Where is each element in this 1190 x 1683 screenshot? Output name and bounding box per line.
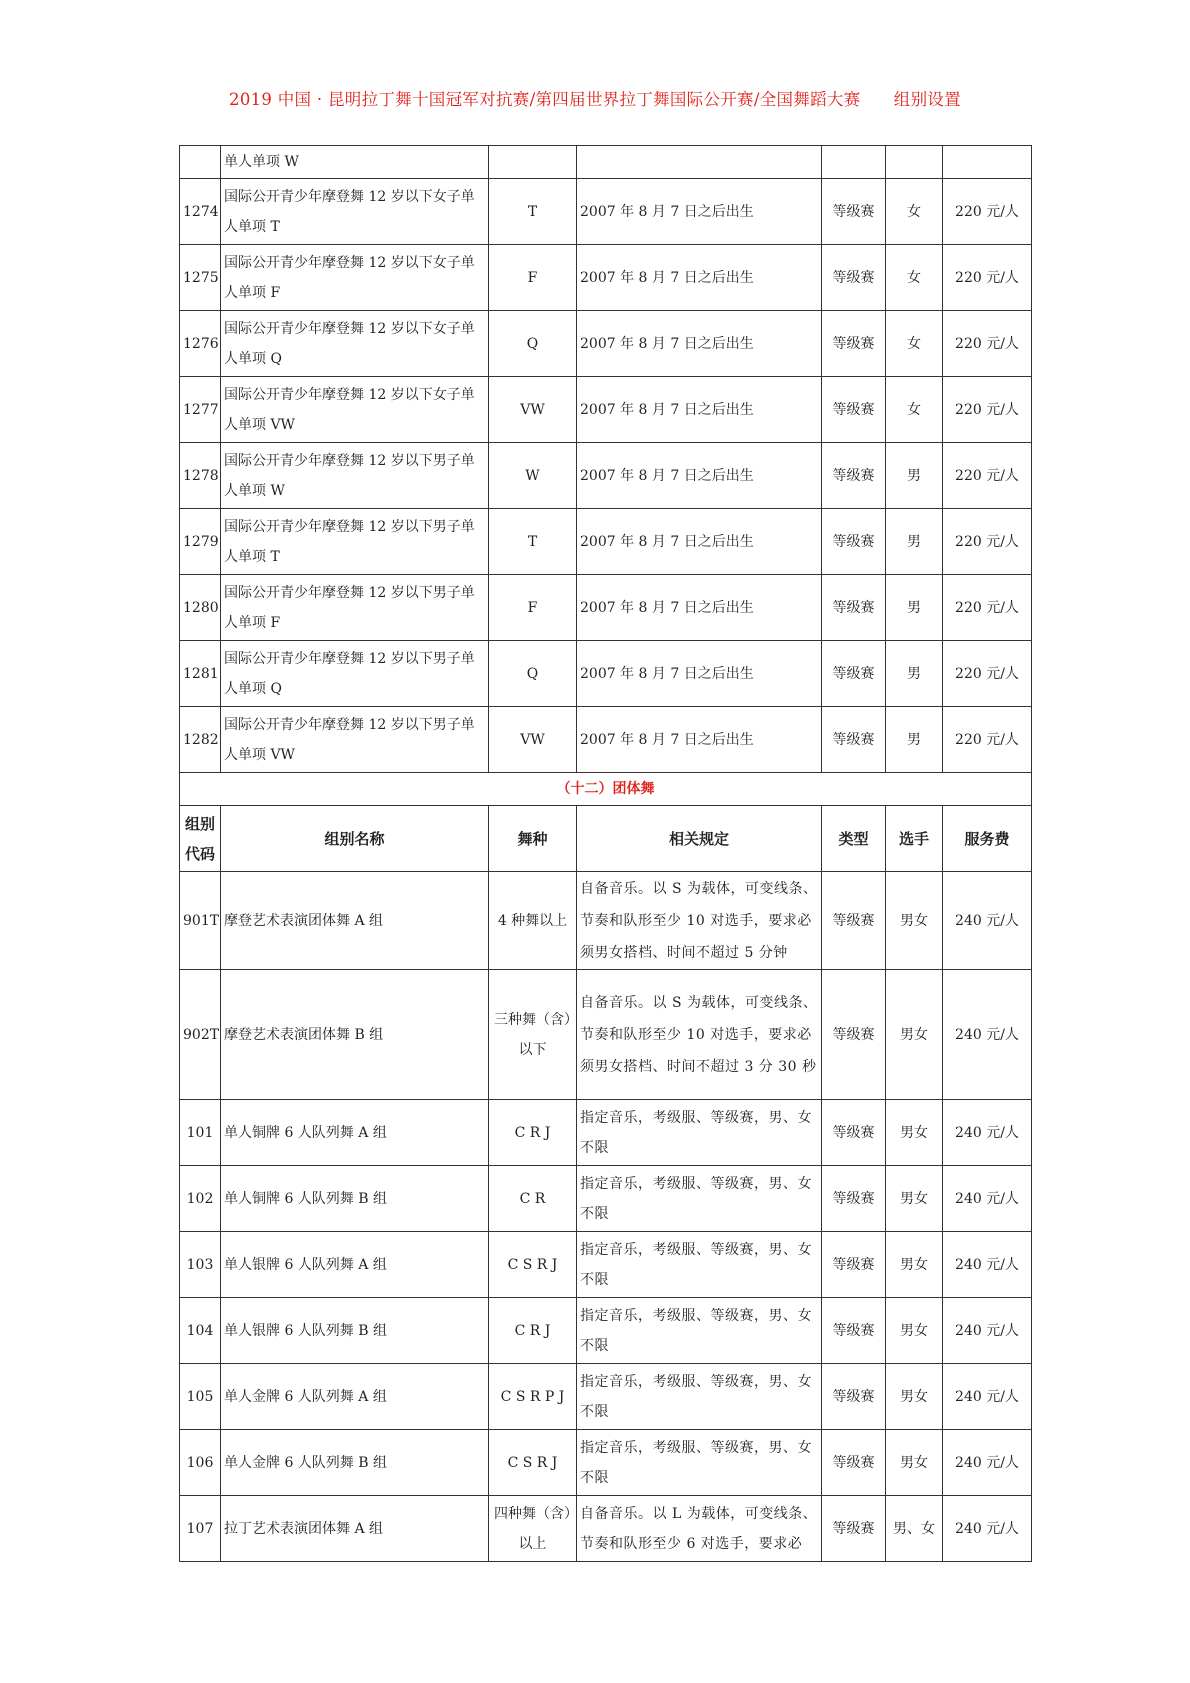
competition-type: 等级赛 [822, 970, 886, 1100]
rule-text: 自备音乐。以 L 为载体，可变线条、节奏和队形至少 6 对选手，要求必 [577, 1496, 822, 1562]
group-code: 901T [180, 872, 221, 970]
player-gender: 男女 [886, 970, 943, 1100]
dance-type: 三种舞（含）以下 [489, 970, 577, 1100]
group-name: 单人银牌 6 人队列舞 B 组 [221, 1298, 489, 1364]
dance-type: VW [489, 377, 577, 443]
rule-text: 指定音乐，考级服、等级赛，男、女不限 [577, 1100, 822, 1166]
rule-text: 2007 年 8 月 7 日之后出生 [577, 179, 822, 245]
competition-type: 等级赛 [822, 377, 886, 443]
group-settings-table [179, 145, 1032, 1562]
competition-type: 等级赛 [822, 245, 886, 311]
group-name: 国际公开青少年摩登舞 12 岁以下男子单人单项 W [221, 443, 489, 509]
header-name: 组别名称 [221, 806, 489, 872]
group-name: 单人铜牌 6 人队列舞 B 组 [221, 1166, 489, 1232]
group-name: 单人金牌 6 人队列舞 B 组 [221, 1430, 489, 1496]
competition-type: 等级赛 [822, 1298, 886, 1364]
group-name: 国际公开青少年摩登舞 12 岁以下男子单人单项 VW [221, 707, 489, 773]
header-dance: 舞种 [489, 806, 577, 872]
player-gender: 男女 [886, 1298, 943, 1364]
service-fee: 220 元/人 [943, 179, 1032, 245]
table-row [180, 575, 1032, 641]
dance-type: VW [489, 707, 577, 773]
rule-text: 指定音乐，考级服、等级赛，男、女不限 [577, 1364, 822, 1430]
group-code: 1278 [180, 443, 221, 509]
rule-text: 2007 年 8 月 7 日之后出生 [577, 377, 822, 443]
table-row [180, 970, 1032, 1100]
player-gender: 女 [886, 377, 943, 443]
group-code: 107 [180, 1496, 221, 1562]
group-code: 105 [180, 1364, 221, 1430]
service-fee: 240 元/人 [943, 1100, 1032, 1166]
service-fee: 240 元/人 [943, 1232, 1032, 1298]
table-row [180, 1232, 1032, 1298]
group-name: 拉丁艺术表演团体舞 A 组 [221, 1496, 489, 1562]
group-code: 1275 [180, 245, 221, 311]
service-fee: 240 元/人 [943, 872, 1032, 970]
player-gender: 男女 [886, 1232, 943, 1298]
dance-type: C S R J [489, 1232, 577, 1298]
table-row [180, 245, 1032, 311]
dance-type: C R J [489, 1298, 577, 1364]
rule-text: 2007 年 8 月 7 日之后出生 [577, 707, 822, 773]
service-fee: 220 元/人 [943, 377, 1032, 443]
table-row [180, 311, 1032, 377]
dance-type: Q [489, 311, 577, 377]
competition-type: 等级赛 [822, 1430, 886, 1496]
service-fee: 220 元/人 [943, 311, 1032, 377]
player-gender: 女 [886, 179, 943, 245]
table-row [180, 641, 1032, 707]
page-title: 2019 中国 · 昆明拉丁舞十国冠军对抗赛/第四届世界拉丁舞国际公开赛/全国舞蹈大赛 组别设置 [229, 90, 961, 109]
competition-type: 等级赛 [822, 1496, 886, 1562]
service-fee: 240 元/人 [943, 1298, 1032, 1364]
header-rule: 相关规定 [577, 806, 822, 872]
rule-text: 指定音乐，考级服、等级赛，男、女不限 [577, 1430, 822, 1496]
rule-text: 自备音乐。以 S 为载体，可变线条、节奏和队形至少 10 对选手，要求必须男女搭档、时间不超过 5 分钟 [577, 872, 822, 970]
group-code: 1276 [180, 311, 221, 377]
table-row [180, 443, 1032, 509]
competition-type: 等级赛 [822, 179, 886, 245]
competition-type: 等级赛 [822, 509, 886, 575]
group-name: 国际公开青少年摩登舞 12 岁以下女子单人单项 Q [221, 311, 489, 377]
rule-text: 指定音乐，考级服、等级赛，男、女不限 [577, 1232, 822, 1298]
competition-type: 等级赛 [822, 1166, 886, 1232]
group-name: 单人铜牌 6 人队列舞 A 组 [221, 1100, 489, 1166]
service-fee: 220 元/人 [943, 443, 1032, 509]
dance-type: 四种舞（含）以上 [489, 1496, 577, 1562]
competition-type: 等级赛 [822, 443, 886, 509]
dance-type: C R J [489, 1100, 577, 1166]
group-code: 103 [180, 1232, 221, 1298]
table-row [180, 1430, 1032, 1496]
group-code: 106 [180, 1430, 221, 1496]
group-code: 1282 [180, 707, 221, 773]
player-gender: 男女 [886, 1166, 943, 1232]
dance-type: T [489, 509, 577, 575]
group-name: 国际公开青少年摩登舞 12 岁以下男子单人单项 T [221, 509, 489, 575]
service-fee: 220 元/人 [943, 509, 1032, 575]
header-player: 选手 [886, 806, 943, 872]
player-gender: 男女 [886, 1100, 943, 1166]
group-name: 国际公开青少年摩登舞 12 岁以下男子单人单项 F [221, 575, 489, 641]
dance-type: F [489, 575, 577, 641]
table-row [180, 1496, 1032, 1562]
group-name: 单人银牌 6 人队列舞 A 组 [221, 1232, 489, 1298]
service-fee: 220 元/人 [943, 245, 1032, 311]
rule-text: 2007 年 8 月 7 日之后出生 [577, 575, 822, 641]
dance-type: C S R J [489, 1430, 577, 1496]
group-code: 902T [180, 970, 221, 1100]
group-code: 1274 [180, 179, 221, 245]
table-row [180, 1100, 1032, 1166]
competition-type: 等级赛 [822, 1100, 886, 1166]
rule-text: 2007 年 8 月 7 日之后出生 [577, 311, 822, 377]
table-row [180, 872, 1032, 970]
group-code: 101 [180, 1100, 221, 1166]
dance-type: F [489, 245, 577, 311]
service-fee: 240 元/人 [943, 1496, 1032, 1562]
table-row [180, 377, 1032, 443]
group-name: 国际公开青少年摩登舞 12 岁以下女子单人单项 VW [221, 377, 489, 443]
player-gender: 男 [886, 509, 943, 575]
dance-type: W [489, 443, 577, 509]
group-name: 国际公开青少年摩登舞 12 岁以下女子单人单项 F [221, 245, 489, 311]
header-type: 类型 [822, 806, 886, 872]
player-gender: 男 [886, 575, 943, 641]
service-fee: 240 元/人 [943, 1364, 1032, 1430]
dance-type: Q [489, 641, 577, 707]
rule-text: 指定音乐，考级服、等级赛，男、女不限 [577, 1166, 822, 1232]
rule-text: 2007 年 8 月 7 日之后出生 [577, 509, 822, 575]
service-fee: 220 元/人 [943, 575, 1032, 641]
competition-type: 等级赛 [822, 707, 886, 773]
table-row [180, 707, 1032, 773]
group-name: 单人金牌 6 人队列舞 A 组 [221, 1364, 489, 1430]
dance-type: 4 种舞以上 [489, 872, 577, 970]
group-code: 102 [180, 1166, 221, 1232]
group-name: 国际公开青少年摩登舞 12 岁以下男子单人单项 Q [221, 641, 489, 707]
group-name: 摩登艺术表演团体舞 A 组 [221, 872, 489, 970]
rule-text: 自备音乐。以 S 为载体，可变线条、节奏和队形至少 10 对选手，要求必须男女搭档、时间不超过 3 分 30 秒 [577, 970, 822, 1100]
section-title: （十二）团体舞 [180, 773, 1032, 806]
table-row [180, 1298, 1032, 1364]
service-fee: 220 元/人 [943, 641, 1032, 707]
service-fee: 240 元/人 [943, 1166, 1032, 1232]
section-heading-row [180, 773, 1032, 806]
dance-type: C S R P J [489, 1364, 577, 1430]
group-code: 1277 [180, 377, 221, 443]
header-fee: 服务费 [943, 806, 1032, 872]
rule-text: 2007 年 8 月 7 日之后出生 [577, 245, 822, 311]
competition-type: 等级赛 [822, 1232, 886, 1298]
player-gender: 男 [886, 641, 943, 707]
table-row [180, 1364, 1032, 1430]
player-gender: 男女 [886, 872, 943, 970]
dance-type: C R [489, 1166, 577, 1232]
player-gender: 男、女 [886, 1496, 943, 1562]
group-name: 国际公开青少年摩登舞 12 岁以下女子单人单项 T [221, 179, 489, 245]
group-code: 1280 [180, 575, 221, 641]
table-row [180, 146, 1032, 179]
group-code: 1281 [180, 641, 221, 707]
rule-text: 2007 年 8 月 7 日之后出生 [577, 443, 822, 509]
competition-type: 等级赛 [822, 1364, 886, 1430]
player-gender: 男 [886, 707, 943, 773]
rule-text: 2007 年 8 月 7 日之后出生 [577, 641, 822, 707]
dance-type: T [489, 179, 577, 245]
service-fee: 240 元/人 [943, 970, 1032, 1100]
competition-type: 等级赛 [822, 641, 886, 707]
competition-type: 等级赛 [822, 311, 886, 377]
rule-text: 指定音乐，考级服、等级赛，男、女不限 [577, 1298, 822, 1364]
table-row [180, 1166, 1032, 1232]
competition-type: 等级赛 [822, 575, 886, 641]
player-gender: 男女 [886, 1364, 943, 1430]
header-code: 组别代码 [180, 806, 221, 872]
player-gender: 男 [886, 443, 943, 509]
player-gender: 女 [886, 245, 943, 311]
player-gender: 男女 [886, 1430, 943, 1496]
group-name: 单人单项 W [221, 146, 489, 179]
group-code: 1279 [180, 509, 221, 575]
service-fee: 220 元/人 [943, 707, 1032, 773]
group-name: 摩登艺术表演团体舞 B 组 [221, 970, 489, 1100]
table-row [180, 179, 1032, 245]
service-fee: 240 元/人 [943, 1430, 1032, 1496]
player-gender: 女 [886, 311, 943, 377]
table-row [180, 509, 1032, 575]
competition-type: 等级赛 [822, 872, 886, 970]
group-code: 104 [180, 1298, 221, 1364]
table-header-row [180, 806, 1032, 872]
